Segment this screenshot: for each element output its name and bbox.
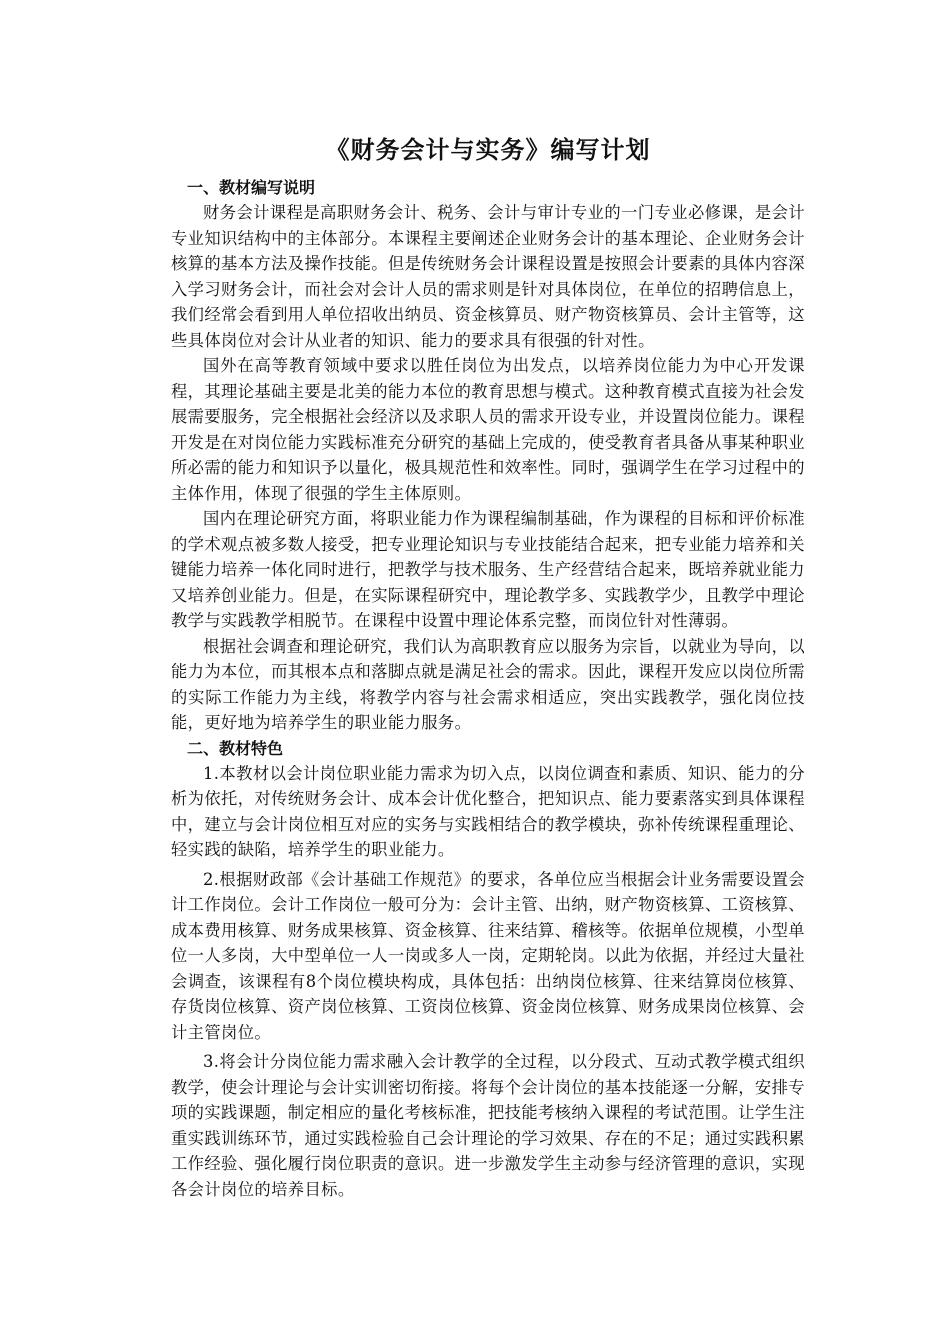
paragraph: 3.将会计分岗位能力需求融入会计教学的全过程，以分段式、互动式教学模式组织教学，使会计理论与会计实训密切衔接。将每个会计岗位的基本技能逐一分解，安排专项的实践课题，制定相应的量化考核标准，把技能考核纳入课程的考试范围。让学生注重实践训练环节，通过实践检验自己会计理论的学习效果、存在的不足；通过实践积累工作经验、强化履行岗位职责的意识。进一步激发学生主动参与经济管理的意识，实现各会计岗位的培养目标。 bbox=[171, 1052, 805, 1199]
document-page bbox=[171, 133, 805, 1202]
paragraph: 根据社会调查和理论研究，我们认为高职教育应以服务为宗旨，以就业为导向，以能力为本位，而其根本点和落脚点就是满足社会的需求。因此，课程开发应以岗位所需的实际工作能力为主线，将教学内容与社会需求相适应，突出实践教学，强化岗位技能，更好地为培养学生的职业能力服务。 bbox=[171, 636, 805, 732]
section-heading-description: 一、教材编写说明 bbox=[187, 178, 316, 197]
paragraph: 国内在理论研究方面，将职业能力作为课程编制基础，作为课程的目标和评价标准的学术观点被多数人接受，把专业理论知识与专业技能结合起来，把专业能力培养和关键能力培养一体化同时进行，把教学与技术服务、生产经营结合起来，既培养就业能力又培养创业能力。但是，在实际课程研究中，理论教学多、实践教学少，且教学中理论教学与实践教学相脱节。在课程中设置中理论体系完整，而岗位针对性薄弱。 bbox=[171, 509, 805, 630]
paragraph: 财务会计课程是高职财务会计、税务、会计与审计专业的一门专业必修课，是会计专业知识结构中的主体部分。本课程主要阐述企业财务会计的基本理论、企业财务会计核算的基本方法及操作技能。但是传统财务会计课程设置是按照会计要素的具体内容深入学习财务会计，而社会对会计人员的需求则是针对具体岗位，在单位的招聘信息上，我们经常会看到用人单位招收出纳员、资金核算员、财产物资核算员、会计主管等，这些具体岗位对会计从业者的知识、能力的要求具有很强的针对性。 bbox=[171, 203, 805, 350]
section-heading-features: 二、教材特色 bbox=[187, 738, 284, 758]
paragraph: 2.根据财政部《会计基础工作规范》的要求，各单位应当根据会计业务需要设置会计工作岗位。会计工作岗位一般可分为：会计主管、出纳，财产物资核算、工资核算、成本费用核算、财务成果核算、资金核算、往来结算、稽核等。依据单位规模，小型单位一人多岗，大中型单位一人一岗或多人一岗，定期轮岗。以此为依据，并经过大量社会调查，该课程有8个岗位模块构成，具体包括：出纳岗位核算、往来结算岗位核算、存货岗位核算、资产岗位核算、工资岗位核算、资金岗位核算、财务成果岗位核算、会计主管岗位。 bbox=[171, 869, 805, 1042]
document-title: 《财务会计与实务》编写计划 bbox=[325, 136, 651, 164]
paragraph: 国外在高等教育领域中要求以胜任岗位为出发点，以培养岗位能力为中心开发课程，其理论基础主要是北美的能力本位的教育思想与模式。这种教育模式直接为社会发展需要服务，完全根据社会经济以及求职人员的需求开设专业，并设置岗位能力。课程开发是在对岗位能力实践标准充分研究的基础上完成的，使受教育者具备从事某种职业所必需的能力和知识予以量化，极具规范性和效率性。同时，强调学生在学习过程中的主体作用，体现了很强的学生主体原则。 bbox=[171, 356, 805, 503]
paragraph: 1.本教材以会计岗位职业能力需求为切入点，以岗位调查和素质、知识、能力的分析为依托，对传统财务会计、成本会计优化整合，把知识点、能力要素落实到具体课程中，建立与会计岗位相互对应的实务与实践相结合的教学模块，弥补传统课程重理论、轻实践的缺陷，培养学生的职业能力。 bbox=[171, 763, 805, 859]
